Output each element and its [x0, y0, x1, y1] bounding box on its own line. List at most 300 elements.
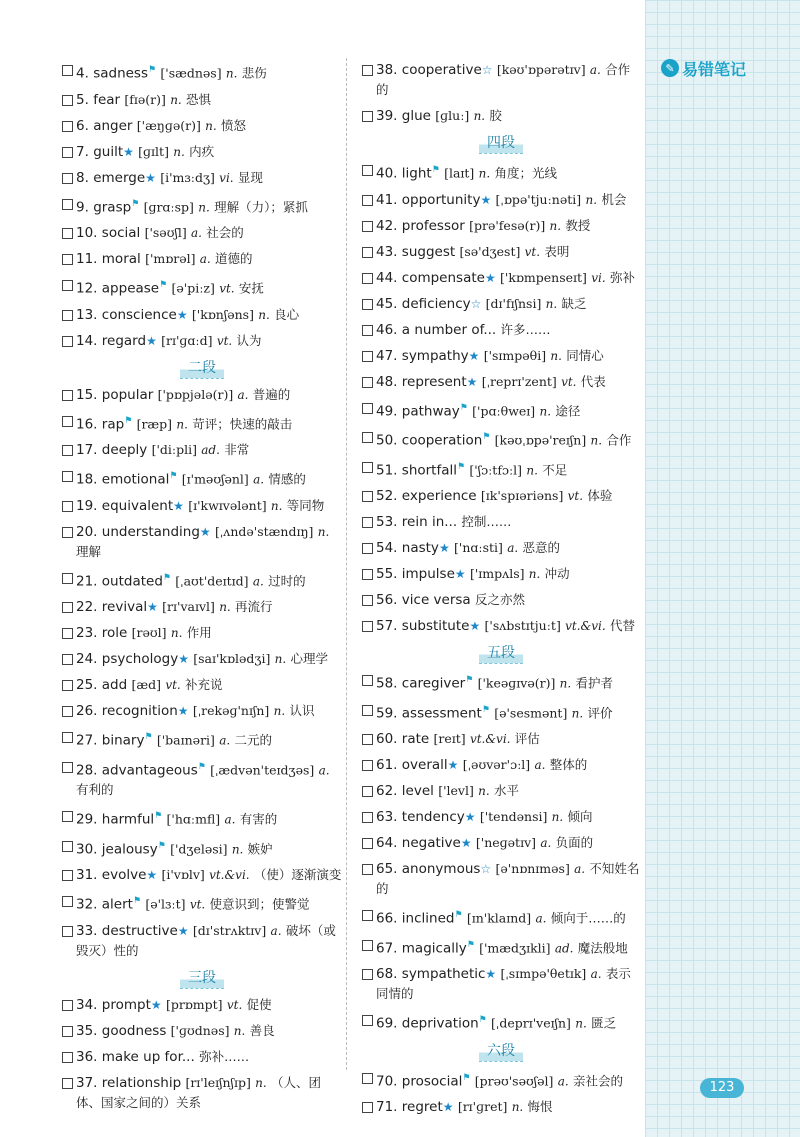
vocab-entry	[62, 168, 342, 188]
part-of-speech: a.	[219, 733, 231, 748]
checkbox[interactable]	[62, 654, 73, 665]
checkbox[interactable]	[62, 926, 73, 937]
entry-word: cooperation	[401, 432, 483, 449]
phonetic: [rɪ'ɡret]	[457, 1099, 508, 1114]
entry-word: caregiver	[401, 675, 466, 692]
entry-number: 67.	[376, 940, 398, 956]
star-icon: ★	[464, 810, 476, 824]
entry-number: 54.	[376, 540, 398, 556]
entry-word: deeply	[101, 442, 148, 458]
error-notes-label: 易错笔记	[682, 59, 747, 79]
vocab-entry	[62, 305, 342, 325]
vocab-entry	[362, 833, 640, 853]
checkbox[interactable]	[362, 351, 373, 362]
checkbox[interactable]	[362, 786, 373, 797]
part-of-speech: n.	[526, 463, 538, 477]
entry-number: 22.	[76, 599, 98, 615]
phonetic: ['pɑːθweɪ]	[472, 403, 536, 418]
section-heading-label: 五段	[479, 644, 523, 664]
chinese-meaning: 嫉妒	[247, 841, 273, 856]
entry-number: 45.	[376, 295, 398, 312]
entry-number: 49.	[376, 403, 398, 419]
entry-word: social	[101, 225, 141, 241]
part-of-speech: n.	[550, 348, 562, 363]
vocab-entry	[362, 935, 640, 959]
vocab-entry	[362, 190, 640, 210]
star-icon: ★	[469, 619, 481, 633]
entry-number: 29.	[76, 811, 98, 828]
entry-number: 63.	[376, 809, 398, 825]
phonetic: [ə'piːz]	[171, 280, 215, 296]
entry-number: 20.	[76, 523, 98, 540]
checkbox[interactable]	[62, 811, 73, 822]
star-icon: ★	[484, 270, 496, 285]
part-of-speech: n.	[511, 1100, 524, 1114]
phonetic: ['səʊʃl]	[144, 225, 187, 240]
checkbox[interactable]	[362, 325, 373, 336]
phonetic: ['hɑːmfl]	[166, 811, 221, 827]
entry-number: 38.	[376, 62, 398, 78]
entry-number: 17.	[76, 442, 98, 458]
checkbox[interactable]	[362, 569, 373, 580]
entry-number: 4.	[76, 65, 89, 82]
entry-word: understanding	[101, 523, 200, 540]
vocab-entry	[362, 564, 640, 584]
checkbox[interactable]	[362, 543, 373, 554]
phonetic: ['dʒeləsi]	[170, 841, 228, 856]
checkbox[interactable]	[362, 838, 373, 849]
entry-word: represent	[401, 373, 467, 390]
star-icon: ★	[447, 758, 459, 772]
chinese-meaning: 缺乏	[561, 295, 587, 311]
checkbox[interactable]	[62, 762, 73, 773]
entry-number: 11.	[76, 251, 98, 267]
flag-icon: ⚑	[481, 704, 490, 715]
chinese-meaning: 普遍的	[252, 386, 291, 402]
chinese-meaning: 不知姓名的	[376, 861, 640, 896]
checkbox[interactable]	[62, 896, 73, 907]
star-icon: ★	[466, 374, 478, 389]
chinese-meaning: 表示同情的	[376, 966, 631, 1001]
entry-word: light	[401, 165, 432, 182]
chinese-meaning: 恶意的	[522, 540, 560, 555]
entry-word: sympathy	[401, 347, 469, 364]
chinese-meaning: 悲伤	[241, 65, 267, 81]
entry-word: glue	[401, 108, 431, 124]
entry-word: substitute	[401, 618, 470, 634]
star-icon: ★	[177, 923, 189, 938]
part-of-speech: a.	[252, 574, 264, 588]
vocab-entry	[362, 807, 640, 827]
checkbox[interactable]	[62, 228, 73, 239]
checkbox[interactable]	[362, 1102, 373, 1113]
checkbox[interactable]	[62, 445, 73, 456]
entry-number: 43.	[376, 243, 398, 260]
chinese-meaning: 内疚	[189, 143, 215, 159]
checkbox[interactable]	[62, 527, 73, 538]
vocab-entry	[62, 194, 342, 218]
flag-icon: ⚑	[131, 198, 140, 209]
checkbox[interactable]	[62, 310, 73, 321]
entry-word: rap	[101, 416, 125, 432]
checkbox[interactable]	[362, 864, 373, 875]
checkbox[interactable]	[362, 65, 373, 76]
phonetic: [prəʊ'səʊʃəl]	[474, 1073, 554, 1088]
checkbox[interactable]	[362, 734, 373, 745]
entry-word: fear	[93, 91, 121, 108]
checkbox[interactable]	[362, 760, 373, 771]
checkbox[interactable]	[362, 403, 373, 414]
section-heading	[362, 642, 640, 662]
chinese-meaning: 理解（力）；紧抓	[214, 199, 308, 214]
checkbox[interactable]	[362, 675, 373, 686]
checkbox[interactable]	[62, 280, 73, 291]
checkbox[interactable]	[362, 910, 373, 921]
entry-word: pathway	[401, 403, 460, 419]
entry-word: sympathetic	[401, 966, 486, 982]
checkbox[interactable]	[62, 732, 73, 743]
vocab-entry	[362, 512, 640, 532]
checkbox[interactable]	[62, 173, 73, 184]
checkbox[interactable]	[62, 390, 73, 401]
checkbox[interactable]	[62, 1052, 73, 1063]
entry-number: 26.	[76, 703, 98, 719]
phonetic: [dɪ'fɪʃnsi]	[485, 295, 542, 311]
checkbox[interactable]	[362, 111, 373, 122]
vocab-entry	[362, 106, 640, 126]
part-of-speech: n.	[231, 842, 244, 856]
entry-word: harmful	[101, 811, 155, 828]
entry-number: 28.	[76, 762, 98, 778]
checkbox[interactable]	[62, 416, 73, 427]
phonetic: [rɪ'leɪʃnʃɪp]	[185, 1074, 251, 1090]
entry-number: 13.	[76, 306, 98, 323]
chinese-meaning: 不足	[542, 462, 568, 477]
chinese-meaning: 弥补	[609, 269, 635, 285]
entry-word: advantageous	[101, 762, 198, 778]
checkbox[interactable]	[362, 812, 373, 823]
part-of-speech: a.	[253, 472, 265, 487]
entry-word: appease	[101, 280, 160, 297]
part-of-speech: n.	[255, 1075, 267, 1090]
entry-word: cooperative	[401, 62, 482, 78]
flag-icon: ⚑	[459, 402, 468, 413]
entry-number: 70.	[376, 1073, 398, 1089]
entry-number: 69.	[376, 1015, 398, 1032]
checkbox[interactable]	[362, 621, 373, 632]
entry-number: 50.	[376, 432, 398, 449]
entry-number: 31.	[76, 867, 98, 883]
section-heading	[62, 357, 342, 377]
chinese-meaning: 同情心	[566, 347, 604, 363]
entry-number: 18.	[76, 471, 98, 488]
checkbox[interactable]	[62, 602, 73, 613]
star-icon: ★	[454, 567, 466, 581]
checkbox[interactable]	[62, 336, 73, 347]
chinese-meaning: 弥补……	[199, 1048, 250, 1064]
phonetic: ['nɑːsti]	[454, 540, 503, 555]
entry-number: 42.	[376, 217, 398, 234]
entry-word: a number of...	[401, 321, 497, 338]
part-of-speech: n.	[274, 652, 287, 666]
checkbox[interactable]	[362, 1073, 373, 1084]
entry-number: 34.	[76, 996, 98, 1013]
section-heading	[362, 132, 640, 152]
vocab-entry	[62, 411, 342, 435]
checkbox[interactable]	[362, 595, 373, 606]
phonetic: [ræp]	[136, 416, 173, 431]
vocab-entry	[362, 268, 640, 288]
entry-word: regret	[401, 1099, 443, 1115]
checkbox[interactable]	[362, 432, 373, 443]
vocab-entry	[62, 568, 342, 592]
part-of-speech: vt.	[561, 374, 577, 389]
flag-icon: ⚑	[478, 1015, 487, 1025]
part-of-speech: n.	[559, 676, 572, 691]
entry-word: magically	[401, 940, 467, 956]
part-of-speech: ad.	[201, 443, 220, 457]
entry-number: 66.	[376, 910, 398, 927]
star-icon: ★	[150, 997, 162, 1012]
checkbox[interactable]	[62, 1000, 73, 1011]
part-of-speech: a.	[507, 541, 519, 555]
checkbox[interactable]	[62, 65, 73, 76]
chinese-meaning: 认识	[289, 703, 315, 718]
entry-number: 68.	[376, 966, 398, 982]
checkbox[interactable]	[62, 147, 73, 158]
entry-word: goodness	[101, 1022, 167, 1039]
entry-word: assessment	[401, 705, 482, 721]
checkbox[interactable]	[62, 841, 73, 852]
phonetic: [ɪ'kwɪvələnt]	[188, 497, 267, 513]
part-of-speech: a.	[318, 763, 330, 777]
checkbox[interactable]	[62, 501, 73, 512]
vocab-entry	[362, 320, 640, 340]
checkbox[interactable]	[362, 195, 373, 206]
left-column	[62, 60, 342, 1119]
checkbox[interactable]	[362, 969, 373, 980]
vocab-entry	[62, 522, 342, 562]
chinese-meaning: 破坏（或毁灭）性的	[76, 922, 336, 958]
entry-number: 24.	[76, 651, 98, 667]
entry-word: level	[401, 783, 434, 799]
chinese-meaning: 途径	[555, 403, 581, 418]
part-of-speech: n.	[170, 626, 183, 640]
flag-icon: ⚑	[465, 675, 474, 685]
entry-word: compensate	[401, 269, 485, 286]
checkbox[interactable]	[62, 1026, 73, 1037]
phonetic: ['mædʒɪkli]	[479, 940, 551, 955]
part-of-speech: n.	[225, 66, 238, 81]
entry-number: 62.	[376, 783, 398, 799]
flag-icon: ⚑	[462, 1072, 471, 1083]
star-icon: ★	[176, 307, 188, 322]
vocab-entry	[62, 275, 342, 299]
outline-star-icon: ☆	[481, 63, 493, 77]
entry-word: anonymous	[401, 861, 481, 877]
checkbox[interactable]	[62, 680, 73, 691]
chinese-meaning: 苛评；快速的敲击	[192, 416, 293, 431]
part-of-speech: n.	[590, 433, 603, 448]
entry-word: sadness	[93, 65, 148, 82]
checkbox[interactable]	[62, 706, 73, 717]
part-of-speech: n.	[551, 810, 564, 824]
entry-word: destructive	[101, 922, 178, 939]
flag-icon: ⚑	[124, 415, 133, 426]
checkbox[interactable]	[362, 1015, 373, 1026]
part-of-speech: a.	[237, 387, 249, 402]
checkbox[interactable]	[362, 462, 373, 473]
part-of-speech: n.	[528, 567, 541, 581]
checkbox[interactable]	[62, 199, 73, 210]
part-of-speech: vt.	[524, 244, 541, 259]
entry-word: make up for...	[101, 1048, 195, 1065]
chinese-meaning: 补充说	[185, 677, 223, 692]
entry-word: nasty	[401, 540, 439, 556]
entry-word: revival	[101, 599, 148, 615]
entry-number: 16.	[76, 416, 98, 432]
entry-number: 56.	[376, 592, 398, 608]
entry-number: 12.	[76, 280, 98, 297]
flag-icon: ⚑	[197, 761, 206, 772]
entry-number: 44.	[376, 269, 398, 286]
entry-word: recognition	[101, 703, 178, 719]
checkbox[interactable]	[362, 273, 373, 284]
vocab-entry	[362, 486, 640, 506]
entry-number: 41.	[376, 191, 398, 208]
checkbox[interactable]	[62, 121, 73, 132]
entry-word: psychology	[101, 651, 179, 667]
checkbox[interactable]	[62, 95, 73, 106]
entry-word: outdated	[101, 573, 163, 589]
part-of-speech: a.	[589, 63, 601, 77]
chinese-meaning: 合作	[606, 432, 632, 448]
chinese-meaning: 过时的	[268, 573, 306, 588]
chinese-meaning: 体验	[587, 488, 613, 503]
chinese-meaning: 代替	[609, 618, 635, 633]
vocab-entry	[362, 616, 640, 636]
vocab-entry	[62, 649, 342, 669]
checkbox[interactable]	[362, 517, 373, 528]
star-icon: ★	[146, 868, 158, 882]
checkbox[interactable]	[62, 870, 73, 881]
checkbox[interactable]	[362, 165, 373, 176]
entry-word: shortfall	[401, 462, 458, 478]
phonetic: [ˌaʊt'deɪtɪd]	[175, 573, 249, 588]
part-of-speech: n.	[198, 200, 210, 214]
checkbox[interactable]	[362, 247, 373, 258]
chinese-meaning: 使意识到；使警觉	[209, 896, 310, 912]
checkbox[interactable]	[62, 254, 73, 265]
entry-word: guilt	[93, 143, 124, 160]
part-of-speech: n.	[473, 109, 486, 123]
vocab-entry	[62, 623, 342, 643]
phonetic: ['kɒmpenseɪt]	[500, 269, 587, 285]
phonetic: [prɒmpt]	[165, 996, 223, 1012]
part-of-speech: n.	[233, 1023, 246, 1038]
checkbox[interactable]	[362, 940, 373, 951]
chinese-meaning: 水平	[493, 783, 519, 798]
vocab-entry	[362, 859, 640, 899]
entry-number: 36.	[76, 1048, 98, 1065]
vocab-entry	[362, 1068, 640, 1092]
entry-word: conscience	[101, 306, 177, 323]
phonetic: ['ɡʊdnəs]	[170, 1022, 230, 1038]
chinese-meaning: 角度；光线	[494, 165, 557, 181]
phonetic: [ˌəʊvər'ɔːl]	[462, 757, 531, 772]
chinese-meaning: 作用	[186, 625, 212, 640]
part-of-speech: a.	[574, 862, 586, 876]
vocab-entry	[362, 964, 640, 1004]
part-of-speech: vt.	[219, 281, 235, 296]
entry-word: regard	[101, 332, 147, 349]
flag-icon: ⚑	[157, 840, 166, 851]
part-of-speech: n.	[549, 218, 562, 233]
entry-word: emotional	[101, 471, 170, 488]
chinese-meaning: 合作的	[376, 62, 631, 97]
checkbox[interactable]	[362, 299, 373, 310]
entry-word: professor	[401, 217, 465, 234]
chinese-meaning: （使）逐渐演变	[253, 867, 342, 882]
entry-word: grasp	[93, 199, 132, 215]
vocab-entry	[362, 1097, 640, 1117]
checkbox[interactable]	[362, 705, 373, 716]
column-divider	[346, 58, 347, 1070]
chinese-meaning: 心理学	[290, 651, 328, 666]
part-of-speech: n.	[478, 784, 490, 798]
phonetic: [kəʊˌɒpə'reɪʃn]	[494, 432, 587, 448]
entry-number: 8.	[76, 169, 89, 186]
entry-number: 46.	[376, 321, 398, 338]
checkbox[interactable]	[62, 573, 73, 584]
entry-word: alert	[101, 896, 133, 913]
chinese-meaning: 胶	[489, 108, 502, 123]
page-number: 123	[700, 1078, 744, 1098]
section-heading-label: 四段	[479, 134, 523, 154]
vocab-entry	[62, 385, 342, 405]
entry-word: role	[101, 625, 128, 641]
checkbox[interactable]	[62, 628, 73, 639]
chinese-meaning: 恐惧	[186, 91, 212, 107]
phonetic: [ə'sesmənt]	[494, 705, 568, 720]
part-of-speech: n.	[205, 118, 217, 133]
checkbox[interactable]	[62, 1078, 73, 1089]
part-of-speech: n.	[539, 404, 552, 418]
vocab-entry	[362, 905, 640, 929]
phonetic: [ˌʌndə'stændɪŋ]	[214, 523, 314, 539]
pencil-circle-icon: ✎	[661, 59, 679, 77]
part-of-speech: n.	[478, 166, 491, 181]
vocab-entry	[362, 216, 640, 236]
phonetic: [ɪ'məʊʃənl]	[181, 471, 249, 487]
chinese-meaning: 看护者	[575, 675, 613, 691]
flag-icon: ⚑	[169, 471, 178, 481]
checkbox[interactable]	[62, 471, 73, 482]
checkbox[interactable]	[362, 491, 373, 502]
flag-icon: ⚑	[162, 572, 171, 583]
entry-word: prosocial	[401, 1073, 463, 1089]
entry-number: 60.	[376, 731, 398, 747]
phonetic: ['baɪnəri]	[156, 732, 215, 748]
chinese-meaning: 评价	[587, 705, 613, 720]
chinese-meaning: 表明	[544, 243, 570, 259]
phonetic: [ɪk'spɪəriəns]	[480, 488, 564, 503]
checkbox[interactable]	[362, 377, 373, 388]
star-icon: ★	[199, 524, 211, 539]
part-of-speech: n.	[258, 307, 270, 322]
entry-word: rate	[401, 731, 430, 747]
checkbox[interactable]	[362, 221, 373, 232]
